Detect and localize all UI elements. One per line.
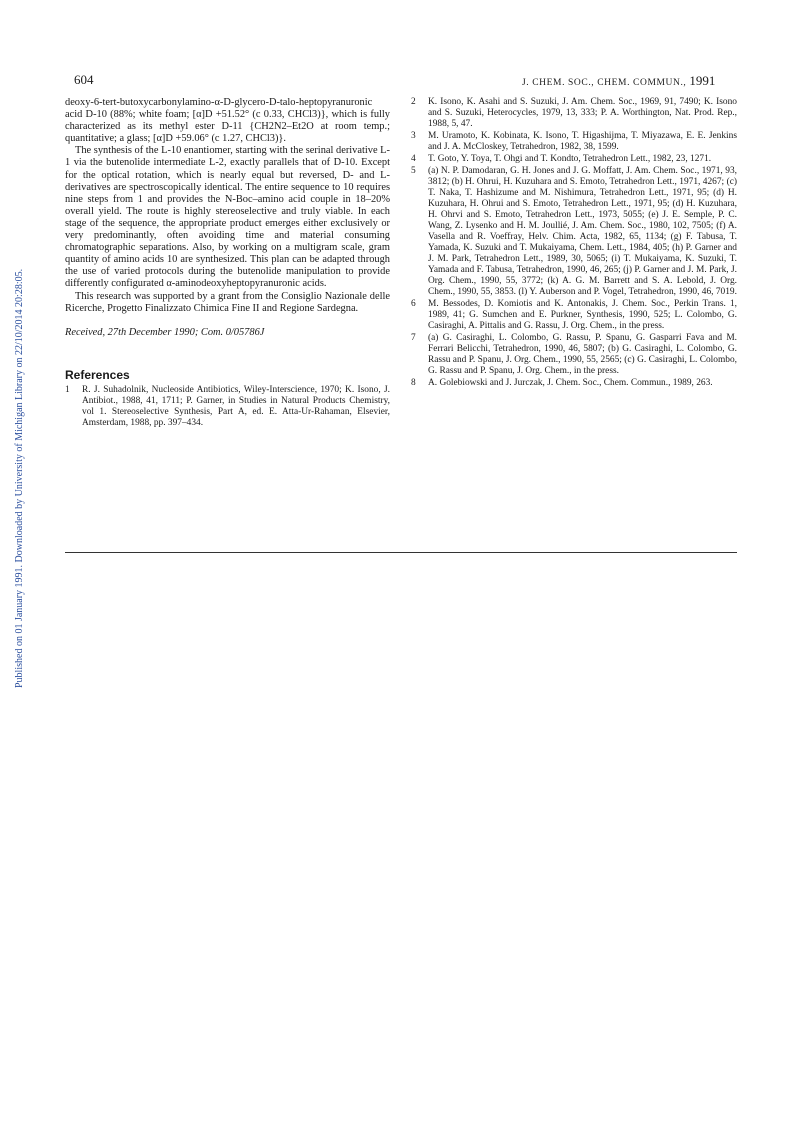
reference-item: 2 K. Isono, K. Asahi and S. Suzuki, J. Am. Chem. Soc., 1969, 91, 7490; K. Isono and S. Suzuki, Heterocycles, 1979, 13, 333; P. A. Worthington, Nat. Prod. Rep., 1988, 5, 47. [411,97,737,129]
left-column [65,97,390,430]
reference-item: 1 R. J. Suhadolnik, Nucleoside Antibiotics, Wiley-Interscience, 1970; K. Isono, J. Antibiot., 1988, 41, 1711; P. Garner, in Studies in Natural Products Chemistry, vol 1. Stereoselective Synthesis, Part A, ed. E. Atta-Ur-Rahaman, Elsevier, Amsterdam, 1988, pp. 397–434. [65,384,390,428]
p1-text: deoxy-6-tert-butoxycarbonylamino-α-D-glycero-D-talo-heptopyranuronic acid D-10 (88%; white foam; [α]D +51.52° (c 0.33, CHCl3)}, which is fully characterized as its methyl ester D-11 {CH2N2–Et2O at room temp.; quantitative; a glass; [α]D +59.06° (c 1.27, CHCl3)}. [65,97,390,145]
p3-text: This research was supported by a grant from the Consiglio Nazionale delle Ricerche, Progetto Finalizzato Chimica Fine II and Regione Sardegna. [65,290,390,314]
journal-running-header [522,73,715,89]
reference-item: 5 (a) N. P. Damodaran, G. H. Jones and J. G. Moffatt, J. Am. Chem. Soc., 1971, 93, 3812; (b) H. Ohrui, H. Kuzuhara and S. Emoto, Tetrahedron Lett., 1971, 4267; (c) T. Naka, T. Hashizume and M. Nishimura, Tetrahedron Lett., 1971, 95; (d) H. Kuzuhara, H. Ohrui and S. Emoto, Tetrahedron Lett., 1971, 95; (d) H. Kuzuhara, H. Ohrvi and S. Emoto, Tetrahedron Lett., 1973, 5055; (e) J. E. Semple, P. C. Wang, Z. Lysenko and H. M. Joullié, J. Am. Chem. Soc., 1980, 102, 7505; (f) A. Vasella and R. Voeffray, Helv. Chim. Acta, 1982, 65, 1134; (g) F. Tabusa, T. Yamada, K. Suzuki and T. Mukaiyama, Chem. Lett., 1984, 405; (h) P. Garner and J. M. Park, Tetrahedron Lett., 1989, 30, 5065; (i) T. Mukaiyama, K. Suzuki, T. Yamada and F. Tabusa, Tetrahedron, 1990, 46, 265; (j) P. Garner and J. M. Park, J. Org. Chem., 1990, 55, 3772; (k) A. G. M. Barrett and S. A. Lebold, J. Org. Chem., 1990, 55, 3853. (l) Y. Auberson and P. Vogel, Tetrahedron, 1990, 46, 7019. [411,166,737,297]
journal-year: 1991 [689,73,716,88]
received-line: Received, 27th December 1990; Com. 0/05786J [65,326,265,338]
journal-name: J. CHEM. SOC., CHEM. COMMUN., [522,78,690,88]
reference-item: 3 M. Uramoto, K. Kobinata, K. Isono, T. Higashijma, T. Miyazawa, E. E. Jenkins and J. A. McCloskey, Tetrahedron, 1982, 38, 1599. [411,131,737,152]
footer-divider [65,552,737,553]
reference-item: 6 M. Bessodes, D. Komiotis and K. Antonakis, J. Chem. Soc., Perkin Trans. 1, 1989, 41; G. Sumchen and E. Purkner, Synthesis, 1990, 525; L. Colombo, G. Casiraghi, A. Pittalis and G. Rassu, J. Org. Chem., in the press. [411,299,737,331]
body-paragraph-1 [65,97,390,145]
body-paragraph-2 [65,145,390,290]
reference-item: 7 (a) G. Casiraghi, L. Colombo, G. Rassu, P. Spanu, G. Gasparri Fava and M. Ferrari Belicchi, Tetrahedron, 1990, 46, 5807; (b) G. Casiraghi, L. Colombo, G. Rassu and P. Spanu, J. Org. Chem., 1990, 55, 2565; (c) G. Casiraghi, L. Colombo, G. Rassu and P. Spanu, J. Org. Chem., in the press. [411,333,737,376]
reference-item: 4 T. Goto, Y. Toya, T. Ohgi and T. Kondto, Tetrahedron Lett., 1982, 23, 1271. [411,154,712,164]
p2-text: The synthesis of the L-10 enantiomer, starting with the serinal derivative L-1 via the butenolide intermediate L-2, exactly parallels that of D-10. Except for the optical rotation, which is nearly equal but reversed, D- and L-derivatives are spectroscopically identical. The entire sequence to 10 requires nine steps from 1 and provides the N-Boc–amino acid couple in 18–20% overall yield. The route is highly stereoselective and truly viable. In each stage of the sequence, the appropriate product emerges either exclusively or very predominantly, often avoiding time and material consuming chromatographic separations. Also, by working on a multigram scale, gram quantity of amino acids 10 are synthesized. This plan can be adapted through the use of varied protocols during the butenolide manipulation to provide differently configurated α-aminodeoxyheptopyranuronic acids. [65,145,390,290]
download-watermark: Published on 01 January 1991. Downloaded by University of Michigan Library on 22/10/2014 20:28:05. [14,268,25,688]
page-number: 604 [74,72,94,87]
references-heading: References [65,367,130,382]
body-paragraph-3 [65,291,390,315]
reference-item: 8 A. Golebiowski and J. Jurczak, J. Chem. Soc., Chem. Commun., 1989, 263. [411,378,713,388]
right-column [411,97,737,390]
